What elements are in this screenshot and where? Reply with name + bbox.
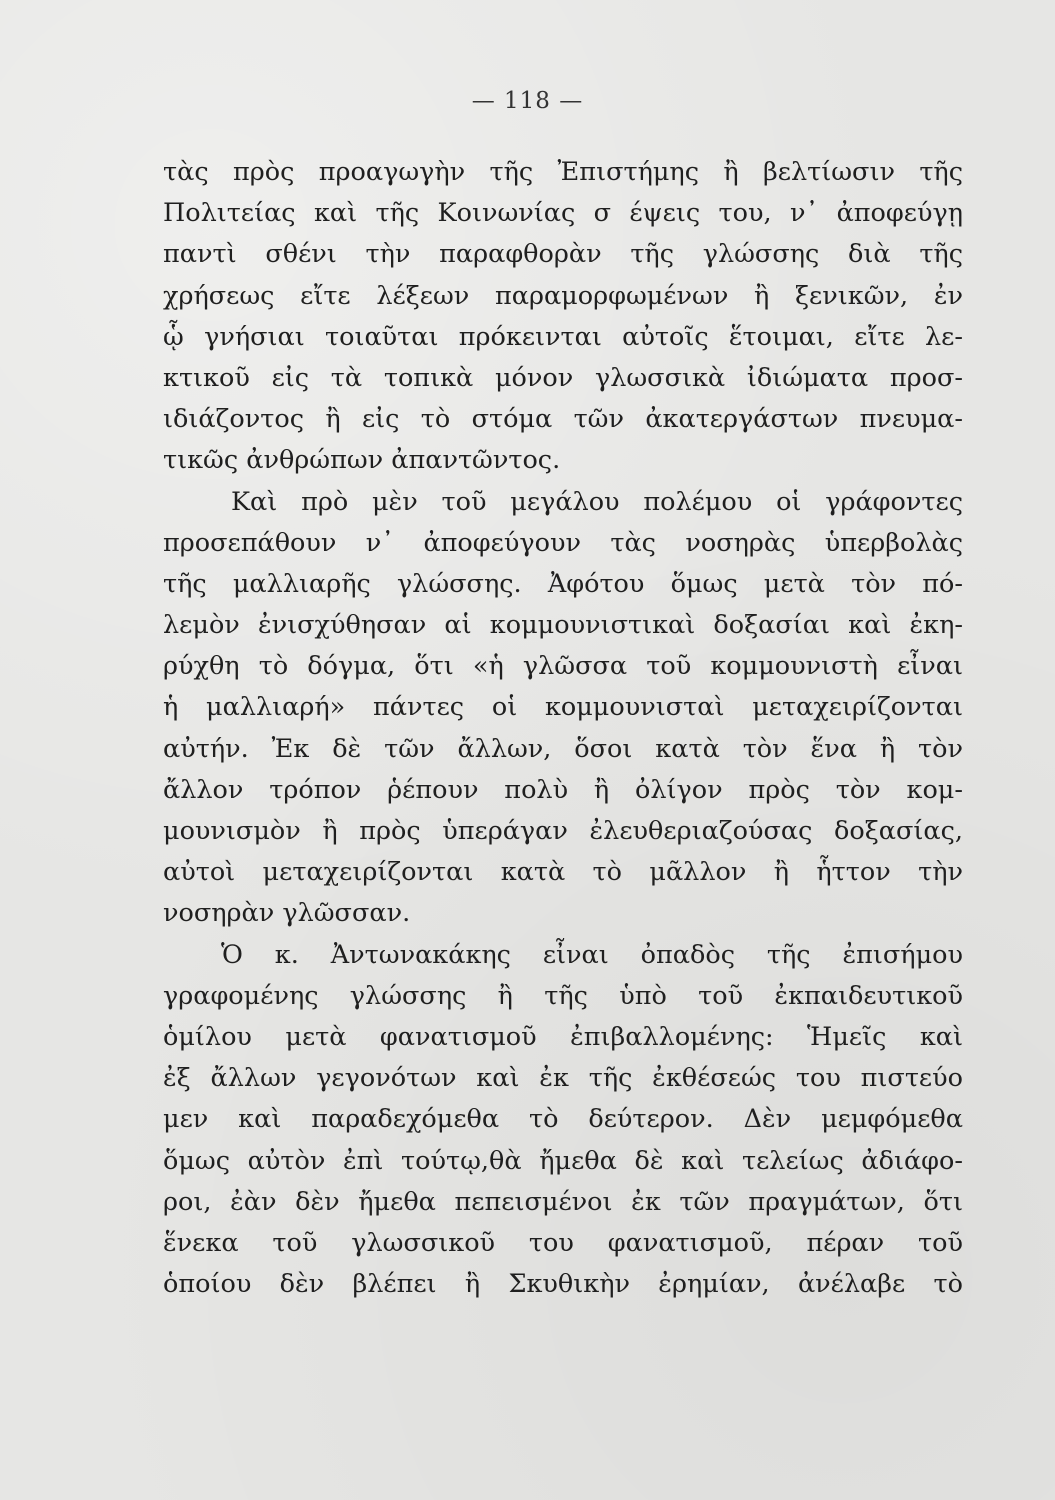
text-line: νοσηρὰν γλῶσσαν. [163, 898, 411, 929]
text-line: Πολιτείας καὶ τῆς Κοινωνίας σ έψεις του, ν᾽ ἀποφεύγῃ [163, 198, 963, 229]
paragraph-start-line: Καὶ πρὸ μὲν τοῦ μεγάλου πολέμου οἱ γράφοντες [231, 486, 963, 517]
text-line: τῆς μαλλιαρῆς γλώσσης. Ἀφότου ὅμως μετὰ τὸν πό- [163, 568, 963, 599]
text-line: ὁποίου δὲν βλέπει ἢ Σκυθικὴν ἐρημίαν, ἀνέλαβε τὸ [163, 1269, 963, 1300]
text-line: μουνισμὸν ἢ πρὸς ὑπεράγαν ἐλευθεριαζούσας δοξασίας, [163, 816, 963, 846]
text-line: αὐτήν. Ἐκ δὲ τῶν ἄλλων, ὅσοι κατὰ τὸν ἕνα ἢ τὸν [163, 733, 963, 764]
text-line: ἡ μαλλιαρή» πάντες οἱ κομμουνισταὶ μεταχειρίζονται [163, 692, 963, 723]
text-line: μεν καὶ παραδεχόμεθα τὸ δεύτερον. Δὲν μεμφόμεθα [163, 1104, 963, 1135]
paragraph-start-line: Ὁ κ. Ἀντωνακάκης εἶναι ὀπαδὸς τῆς ἐπισήμου [221, 939, 963, 970]
text-line: προσεπάθουν ν᾽ ἀποφεύγουν τὰς νοσηρὰς ὑπερβολὰς [163, 527, 963, 558]
text-line: ἐξ ἄλλων γεγονότων καὶ ἐκ τῆς ἐκθέσεώς του πιστεύο [163, 1063, 963, 1094]
text-line: παντὶ σθένι τὴν παραφθορὰν τῆς γλώσσης διὰ τῆς [163, 239, 963, 270]
text-line: κτικοῦ εἰς τὰ τοπικὰ μόνον γλωσσικὰ ἰδιώματα προσ- [163, 362, 963, 393]
text-line: γραφομένης γλώσσης ἢ τῆς ὑπὸ τοῦ ἐκπαιδευτικοῦ [163, 980, 963, 1011]
text-line: ρύχθη τὸ δόγμα, ὅτι «ἡ γλῶσσα τοῦ κομμουνιστὴ εἶναι [163, 651, 963, 682]
text-line: ὅμως αὐτὸν ἐπὶ τούτῳ,θὰ ἤμεθα δὲ καὶ τελείως ἀδιάφο- [163, 1145, 963, 1176]
body-text [163, 152, 963, 1305]
text-line: ἕνεκα τοῦ γλωσσικοῦ του φανατισμοῦ, πέραν τοῦ [163, 1227, 963, 1258]
text-line: τὰς πρὸς προαγωγὴν τῆς Ἐπιστήμης ἢ βελτίωσιν τῆς [163, 157, 963, 187]
text-line: αὐτοὶ μεταχειρίζονται κατὰ τὸ μᾶλλον ἢ ἧττον τὴν [163, 857, 963, 888]
text-line: ἄλλον τρόπον ῥέπουν πολὺ ἢ ὀλίγον πρὸς τὸν κομ- [163, 774, 963, 805]
text-line: ροι, ἐὰν δὲν ἤμεθα πεπεισμένοι ἐκ τῶν πραγμάτων, ὅτι [163, 1186, 963, 1217]
text-line: ὁμίλου μετὰ φανατισμοῦ ἐπιβαλλομένης: Ἡμεῖς καὶ [163, 1021, 963, 1052]
page-number: — 118 — [471, 88, 584, 114]
text-line: χρήσεως εἴτε λέξεων παραμορφωμένων ἢ ξενικῶν, ἐν [163, 280, 963, 311]
text-line: λεμὸν ἐνισχύθησαν αἱ κομμουνιστικαὶ δοξασίαι καὶ ἐκη- [163, 610, 963, 641]
text-line: τικῶς ἀνθρώπων ἀπαντῶντος. [163, 445, 561, 476]
text-line: ιδιάζοντος ἢ εἰς τὸ στόμα τῶν ἀκατεργάστων πνευμα- [163, 404, 963, 435]
text-line: ᾧ γνήσιαι τοιαῦται πρόκεινται αὐτοῖς ἕτοιμαι, εἴτε λε- [163, 321, 963, 352]
